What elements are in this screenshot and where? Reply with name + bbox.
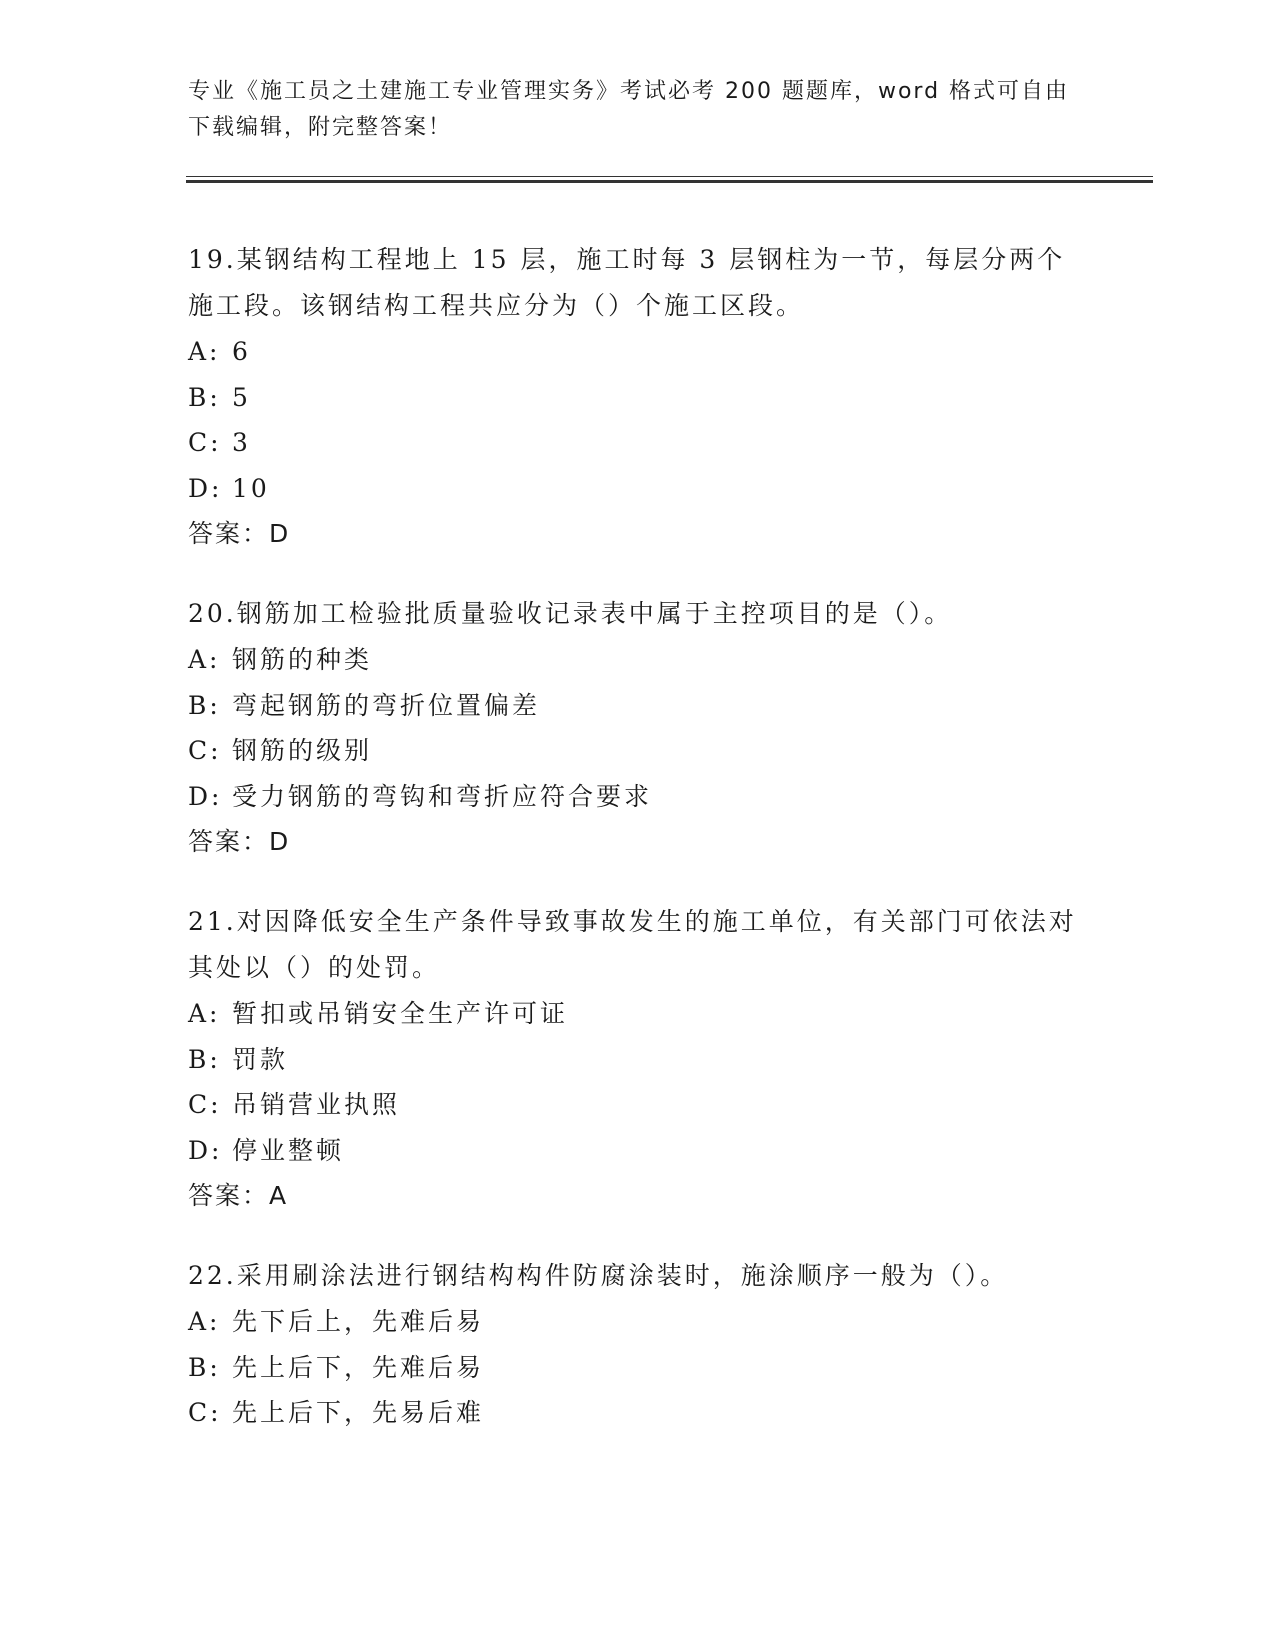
option-text: 钢筋的种类 — [232, 645, 373, 674]
option-c — [188, 728, 1088, 774]
answer-line: 答案：D — [188, 519, 291, 548]
option-text: 10 — [232, 473, 270, 503]
option-text: 受力钢筋的弯钩和弯折应符合要求 — [232, 781, 653, 811]
option-b — [188, 1345, 1088, 1391]
option-label: C: — [188, 736, 222, 765]
question-22 — [188, 1253, 1088, 1436]
option-b — [188, 683, 1088, 729]
answer-line: 答案：D — [188, 827, 291, 856]
option-a — [188, 991, 1088, 1037]
question-list — [188, 237, 1088, 1470]
option-text: 钢筋的级别 — [232, 736, 373, 765]
option-label: D: — [188, 781, 223, 811]
option-label: C: — [188, 1398, 222, 1427]
document-header: 专业《施工员之土建施工专业管理实务》考试必考 200 题题库，word 格式可自由下载编辑，附完整答案！ — [188, 79, 1070, 140]
option-text: 吊销营业执照 — [232, 1090, 401, 1119]
question-stem: 21.对因降低安全生产条件导致事故发生的施工单位，有关部门可依法对其处以（）的处罚。 — [188, 907, 1077, 982]
option-b — [188, 1037, 1088, 1083]
option-c — [188, 1390, 1088, 1436]
option-label: B: — [188, 1044, 221, 1074]
question-stem: 22.采用刷涂法进行钢结构构件防腐涂装时，施涂顺序一般为（）。 — [188, 1261, 1009, 1290]
header-rule-thin — [186, 176, 1153, 177]
option-c — [188, 1082, 1088, 1128]
option-text: 先上后下，先易后难 — [232, 1398, 485, 1427]
option-label: C: — [188, 1090, 222, 1119]
option-text: 3 — [232, 428, 251, 457]
option-label: A: — [188, 1307, 221, 1336]
option-label: C: — [188, 428, 222, 457]
option-text: 罚款 — [232, 1044, 289, 1074]
option-b — [188, 375, 1088, 421]
option-text: 暂扣或吊销安全生产许可证 — [232, 999, 569, 1028]
option-label: A: — [188, 645, 221, 674]
option-text: 6 — [232, 337, 251, 366]
option-d — [188, 1128, 1088, 1174]
option-text: 弯起钢筋的弯折位置偏差 — [232, 690, 541, 720]
question-21 — [188, 899, 1088, 1219]
question-19 — [188, 237, 1088, 557]
question-stem: 19.某钢结构工程地上 15 层，施工时每 3 层钢柱为一节，每层分两个施工段。该钢结构工程共应分为（）个施工区段。 — [188, 245, 1066, 320]
header-rule-thick — [186, 180, 1153, 183]
answer-line: 答案：A — [188, 1181, 289, 1210]
question-stem: 20.钢筋加工检验批质量验收记录表中属于主控项目的是（）。 — [188, 599, 953, 628]
option-label: B: — [188, 382, 221, 412]
option-c — [188, 420, 1088, 466]
option-d — [188, 774, 1088, 820]
option-label: B: — [188, 690, 221, 720]
option-text: 5 — [232, 382, 251, 412]
option-text: 先上后下，先难后易 — [232, 1352, 485, 1382]
option-d — [188, 466, 1088, 512]
question-20 — [188, 591, 1088, 865]
option-a — [188, 329, 1088, 375]
option-label: D: — [188, 473, 223, 503]
option-a — [188, 1299, 1088, 1345]
option-label: A: — [188, 337, 221, 366]
option-text: 停业整顿 — [232, 1135, 345, 1165]
option-text: 先下后上，先难后易 — [232, 1307, 485, 1336]
option-label: D: — [188, 1135, 223, 1165]
option-label: B: — [188, 1352, 221, 1382]
option-a — [188, 637, 1088, 683]
option-label: A: — [188, 999, 221, 1028]
